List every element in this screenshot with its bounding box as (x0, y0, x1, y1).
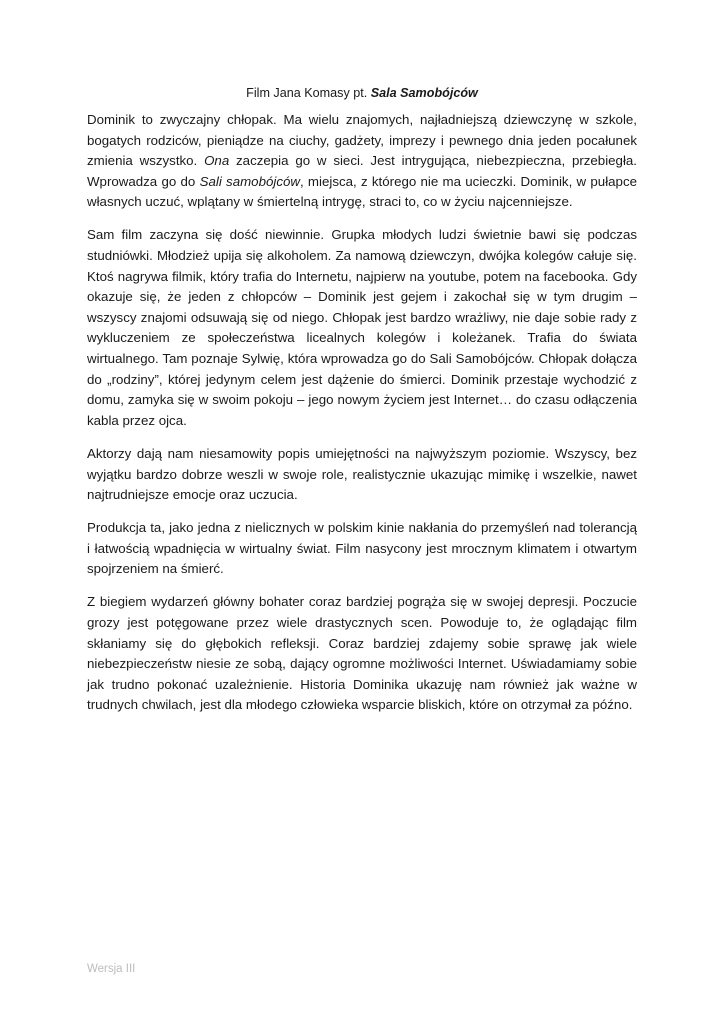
document-title (87, 82, 637, 104)
version-footer: Wersja III (87, 963, 136, 975)
paragraph-1-text-a: Dominik to zwyczajny chłopak. Ma wielu znajomych, najładniejszą dziewczynę w szkole, bogatych rodziców, pieniądze na ciuchy, gadżety, imprezy i pewnego dnia jeden pocałunek zmienia wszystko. (87, 112, 637, 169)
film-title: Sala Samobójców (370, 86, 478, 100)
paragraph-1-italic-ona: Ona (204, 153, 230, 169)
paragraph-4: Produkcja ta, jako jedna z nielicznych w polskim kinie nakłania do przemyśleń nad tolerancją i łatwością wpadnięcia w wirtualny świat. Film nasycony jest mrocznym klimatem i otwartym spojrzeniem na śmierć. (87, 520, 637, 577)
paragraph-1-text-c: , miejsca, z którego nie ma ucieczki. Dominik, w pułapce własnych uczuć, wplątany w śmiertelną intrygę, straci to, co w życiu najcenniejsze. (87, 173, 637, 210)
paragraph-5: Z biegiem wydarzeń główny bohater coraz bardziej pogrąża się w swojej depresji. Poczucie grozy jest potęgowane przez wiele drastycznych scen. Powoduje to, że oglądając film skłaniamy się do głębokich refleksji. Coraz bardziej zdajemy sobie sprawę jak wiele niebezpieczeństw niesie ze sobą, dający ogromne możliwości Internet. Uświadamiamy sobie jak trudno pokonać uzależnienie. Historia Dominika ukazuję nam również jak ważne w trudnych chwilach, jest dla młodego człowieka wsparcie bliskich, które on otrzymał za późno. (87, 594, 637, 713)
paragraph-3: Aktorzy dają nam niesamowity popis umiejętności na najwyższym poziomie. Wszyscy, bez wyjątku bardzo dobrze weszli w swoje role, realistycznie ukazując mimikę i wszelkie, nawet najtrudniejsze emocje oraz uczucia. (87, 445, 637, 503)
paragraph-2: Sam film zaczyna się dość niewinnie. Grupka młodych ludzi świetnie bawi się podczas studniówki. Młodzież upija się alkoholem. Za namową dziewczyn, dwójka kolegów całuje się. Ktoś nagrywa filmik, który trafia do Internetu, najpierw na youtube, potem na facebooka. Gdy okazuje się, że jeden z chłopców – Dominik jest gejem i zakochał się w tym drugim – wszyscy znajomi odsuwają się od niego. Chłopak jest bardzo wrażliwy, nie daje sobie rady z wykluczeniem ze społeczeństwa licealnych kolegów i koleżanek. Trafia do świata wirtualnego. Tam poznaje Sylwię, która wprowadza go do Sali Samobójców. Chłopak dołącza do „rodziny”, której jedynym celem jest dążenie do śmierci. Dominik przestaje wychodzić z domu, zamyka się w swoim pokoju – jego nowym życiem jest Internet… do czasu odłączenia kabla przez ojca. (87, 227, 637, 428)
title-prefix: Film Jana Komasy pt. (246, 86, 371, 100)
paragraph-1-text-b: zaczepia go w sieci. Jest intrygująca, niebezpieczna, przebiegła. Wprowadza go do (87, 153, 637, 189)
paragraph-1 (87, 110, 637, 213)
document-page (87, 82, 637, 729)
paragraph-1-italic-sali: Sali samobójców (199, 173, 300, 189)
